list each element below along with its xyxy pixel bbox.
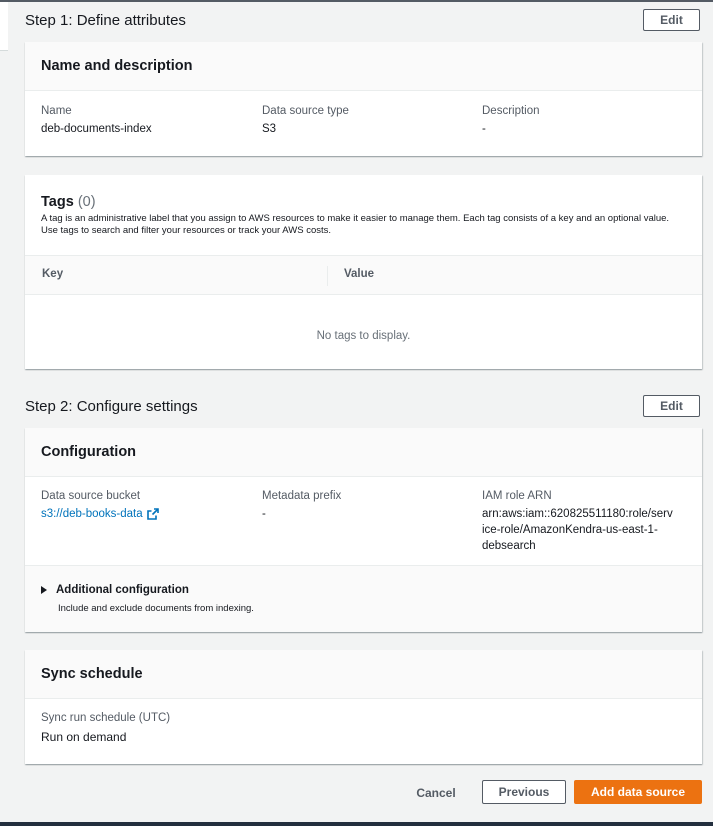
step1-edit-button[interactable]: Edit — [643, 9, 700, 31]
name-description-card — [25, 42, 702, 156]
top-border — [0, 0, 713, 2]
name-description-title: Name and description — [41, 58, 193, 74]
sync-run-schedule-field — [41, 712, 170, 744]
additional-configuration-toggle[interactable] — [41, 584, 189, 596]
tags-title-text: Tags — [41, 194, 74, 210]
description-label: Description — [482, 105, 540, 117]
name-field — [41, 105, 152, 135]
caret-right-icon — [41, 586, 47, 594]
configuration-title: Configuration — [41, 444, 137, 460]
iam-role-label: IAM role ARN — [482, 490, 552, 502]
column-header-key[interactable]: Key — [42, 268, 64, 280]
iam-role-value — [482, 506, 673, 554]
iam-role-line: debsearch — [482, 540, 536, 552]
external-link-icon — [147, 508, 159, 520]
bucket-link-text: s3://deb-books-data — [41, 508, 143, 520]
iam-role-line: ice-role/AmazonKendra-us-east-1- — [482, 524, 658, 536]
bottom-bar — [0, 822, 713, 826]
bucket-label: Data source bucket — [41, 490, 141, 502]
additional-configuration-label: Additional configuration — [56, 584, 189, 596]
bucket-link[interactable] — [41, 508, 159, 520]
tags-count: (0) — [77, 194, 96, 210]
tags-card — [25, 175, 702, 369]
previous-button[interactable]: Previous — [482, 780, 566, 804]
step2-edit-button[interactable]: Edit — [643, 395, 700, 417]
description-field — [482, 105, 540, 135]
additional-configuration-section — [25, 565, 702, 632]
step1-title: Step 1: Define attributes — [25, 12, 186, 29]
tags-table-header — [25, 255, 702, 295]
sync-run-schedule-value: Run on demand — [41, 730, 127, 744]
description-value: - — [482, 123, 486, 135]
data-source-type-field — [262, 105, 349, 135]
column-divider — [327, 266, 328, 286]
bucket-field — [41, 490, 159, 520]
name-value: deb-documents-index — [41, 123, 152, 135]
tags-empty-state: No tags to display. — [316, 330, 411, 342]
iam-role-field — [482, 490, 673, 554]
metadata-prefix-value: - — [262, 508, 266, 520]
name-description-header — [25, 42, 702, 91]
metadata-prefix-label: Metadata prefix — [262, 490, 342, 502]
data-source-type-label: Data source type — [262, 105, 349, 117]
sync-schedule-header — [25, 650, 702, 699]
left-panel-edge — [0, 2, 8, 51]
step2-title: Step 2: Configure settings — [25, 398, 198, 415]
sync-schedule-card — [25, 650, 702, 764]
column-header-value[interactable]: Value — [344, 268, 375, 280]
configuration-header — [25, 428, 702, 477]
add-data-source-button[interactable]: Add data source — [574, 780, 702, 804]
sync-schedule-title: Sync schedule — [41, 666, 143, 682]
name-label: Name — [41, 105, 72, 117]
tags-title — [41, 194, 96, 210]
tags-description: A tag is an administrative label that you assign to AWS resources to make it easier to manage them. Each tag consists of a key and an optional value. Use tags to search and filter your resources or track your AWS costs. — [41, 213, 670, 236]
data-source-type-value: S3 — [262, 123, 277, 135]
sync-run-schedule-label: Sync run schedule (UTC) — [41, 712, 171, 724]
configuration-card — [25, 428, 702, 632]
iam-role-line: arn:aws:iam::620825511180:role/serv — [482, 508, 673, 520]
cancel-button[interactable]: Cancel — [416, 786, 456, 800]
additional-configuration-description: Include and exclude documents from indexing. — [58, 603, 254, 614]
metadata-prefix-field — [262, 490, 341, 520]
